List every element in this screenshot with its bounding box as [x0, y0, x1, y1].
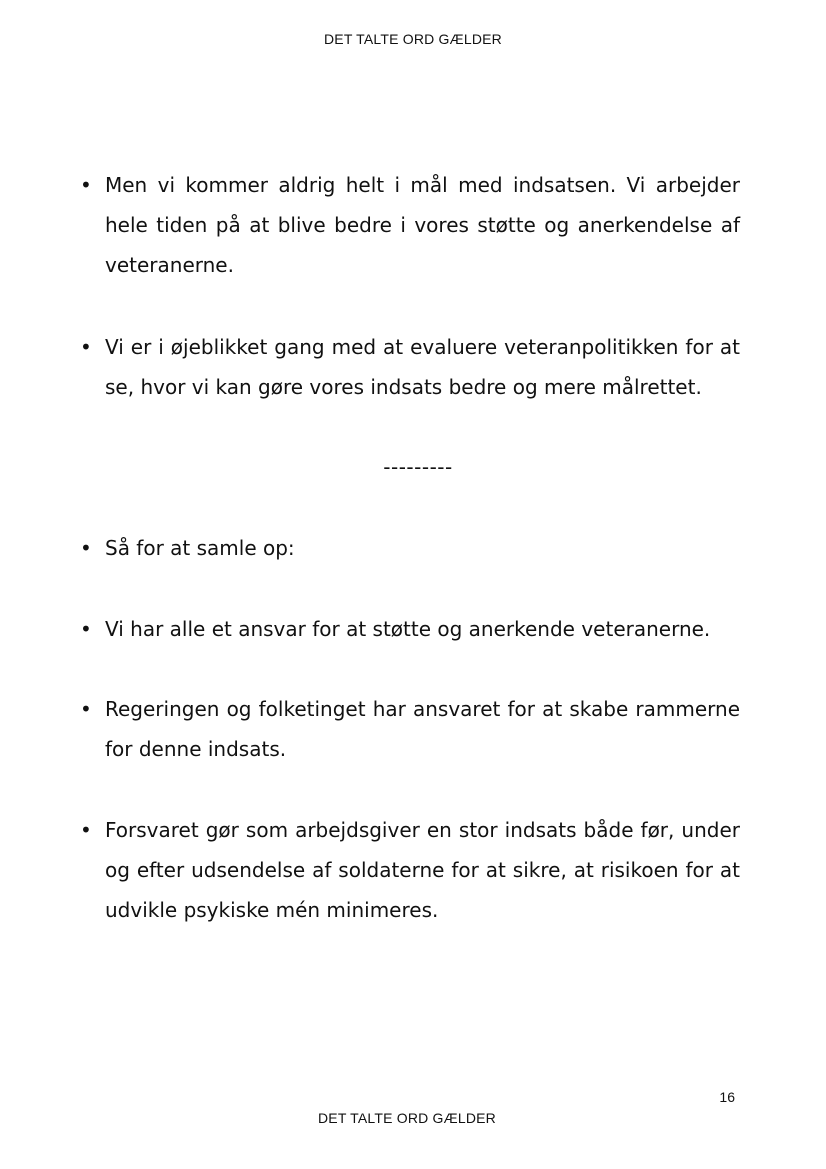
bullet-item — [80, 609, 740, 649]
page-header: DET TALTE ORD GÆLDER — [324, 31, 502, 47]
bullet-text: Vi har alle et ansvar for at støtte og anerkende veteranerne. — [105, 617, 711, 641]
bullet-item — [80, 327, 740, 407]
bullet-icon: • — [80, 617, 92, 641]
bullet-item — [80, 689, 740, 769]
page-footer: DET TALTE ORD GÆLDER — [318, 1110, 496, 1126]
bullet-icon: • — [80, 536, 92, 560]
bullet-item — [80, 528, 740, 568]
bullet-text: Regeringen og folketinget har ansvaret for at skabe rammerne for denne indsats. — [105, 697, 740, 761]
bullet-icon: • — [80, 335, 92, 359]
bullet-icon: • — [80, 173, 92, 197]
bullet-text: Men vi kommer aldrig helt i mål med indsatsen. Vi arbejder hele tiden på at blive bedre i vores støtte og anerkendelse af veteranerne. — [105, 173, 740, 277]
bullet-icon: • — [80, 818, 92, 842]
bullet-text: Vi er i øjeblikket gang med at evaluere veteranpolitikken for at se, hvor vi kan gøre vores indsats bedre og mere målrettet. — [105, 335, 740, 399]
bullet-item — [80, 165, 740, 285]
section-separator: --------- — [383, 455, 453, 479]
bullet-text: Så for at samle op: — [105, 536, 295, 560]
bullet-text: Forsvaret gør som arbejdsgiver en stor indsats både før, under og efter udsendelse af soldaterne for at sikre, at risikoen for at udvikle psykiske mén minimeres. — [105, 818, 740, 922]
bullet-icon: • — [80, 697, 92, 721]
page-number: 16 — [719, 1089, 735, 1105]
bullet-item — [80, 810, 740, 930]
